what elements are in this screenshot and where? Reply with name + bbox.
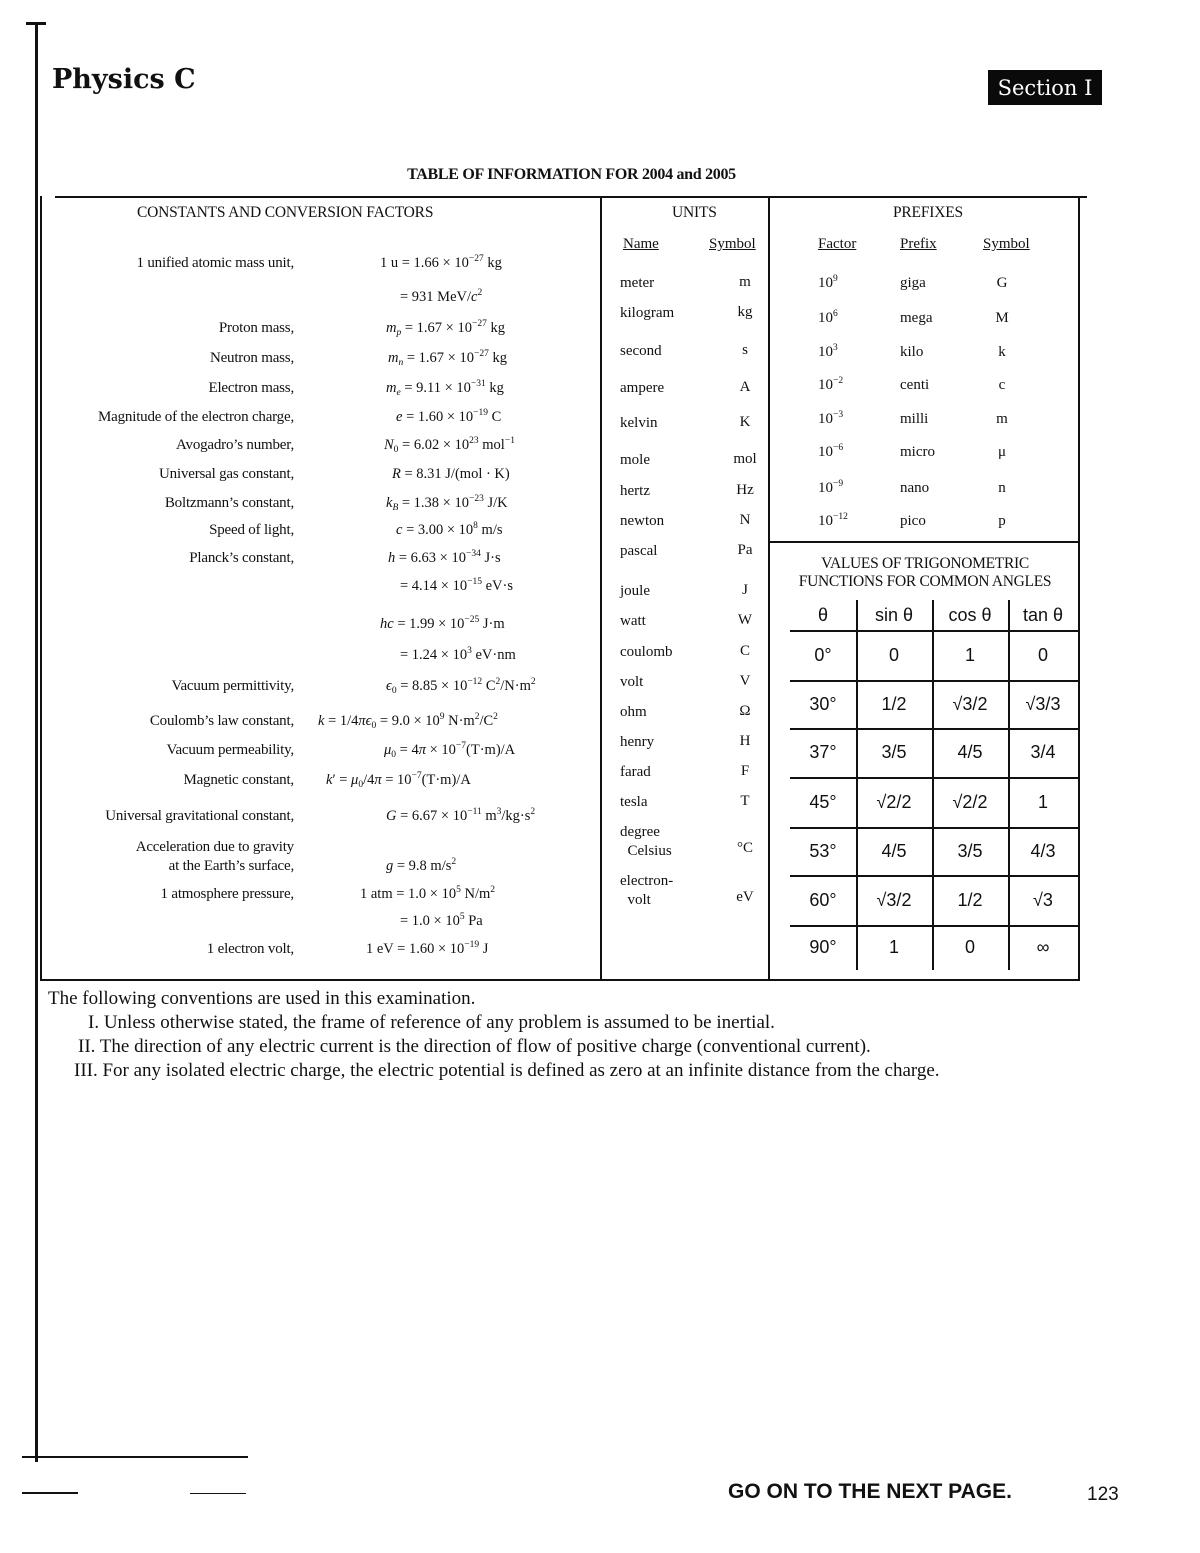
trig-value: √3 bbox=[1033, 889, 1053, 910]
constant-value: $\mu_0 = 4\pi \times 10^{-7}(T\cdot m)/A$ bbox=[384, 741, 516, 760]
unit-name: volt bbox=[620, 674, 644, 690]
unit-name: degree Celsius bbox=[620, 824, 672, 859]
trig-value: 0 bbox=[964, 937, 975, 957]
unit-symbol: s bbox=[742, 342, 748, 358]
constant-value: 1 atm = $1.0 \times 10^5$ $N/m^2$ bbox=[360, 885, 496, 902]
constant-value: $m_n = 1.67 \times 10^{-27}$ kg bbox=[388, 349, 507, 368]
prefix-symbol: G bbox=[996, 275, 1008, 291]
trig-value: 0° bbox=[814, 644, 832, 665]
unit-name: electron- volt bbox=[620, 873, 674, 908]
unit-name: second bbox=[620, 343, 662, 359]
prefix-name: milli bbox=[900, 411, 929, 427]
trig-value: 4/5 bbox=[881, 840, 907, 861]
trig-value: 0 bbox=[888, 644, 899, 665]
prefix-name: nano bbox=[900, 480, 930, 496]
trig-value: 1 bbox=[964, 644, 975, 665]
trig-value: 3/5 bbox=[881, 742, 907, 762]
unit-symbol: °C bbox=[736, 840, 753, 856]
convention-item: III. For any isolated electric charge, the electric potential is defined as zero at an infinite distance from the charge. bbox=[74, 1060, 940, 1081]
conventions-intro: The following conventions are used in this examination. bbox=[48, 988, 476, 1009]
unit-name: ampere bbox=[620, 380, 665, 396]
prefix-factor: $10^{-6}$ bbox=[818, 443, 844, 460]
constant-label: Neutron mass, bbox=[209, 350, 294, 366]
constant-value: $G = 6.67 \times 10^{-11}$ $m^3/kg\cdot s^2$ bbox=[386, 807, 536, 824]
trig-column-header: sin θ bbox=[874, 604, 914, 625]
constant-label: Vacuum permittivity, bbox=[171, 678, 294, 694]
prefix-name: micro bbox=[900, 444, 935, 460]
constant-value: g = 9.8 $m/s^2$ bbox=[386, 857, 457, 874]
unit-symbol: W bbox=[737, 612, 753, 628]
constant-value: $\epsilon_0 = 8.85 \times 10^{-12}$ $C^2/N\cdot m^2$ bbox=[386, 677, 536, 696]
prefix-factor: $10^3$ bbox=[818, 343, 838, 360]
prefix-prefix-header: Prefix bbox=[900, 236, 937, 252]
constant-label: Proton mass, bbox=[218, 320, 294, 336]
go-on-next-page: GO ON TO THE NEXT PAGE. bbox=[728, 1480, 1012, 1503]
constant-value: = $1.0 \times 10^5$ Pa bbox=[400, 912, 483, 929]
prefix-symbol: M bbox=[995, 310, 1009, 326]
constant-value: $c = 3.00 \times 10^8$ m/s bbox=[396, 521, 503, 538]
trig-heading bbox=[772, 555, 1078, 591]
constant-value: 1 eV = $1.60 \times 10^{-19}$ J bbox=[366, 940, 489, 957]
prefixes-heading: PREFIXES bbox=[893, 204, 963, 221]
unit-symbol: C bbox=[739, 643, 750, 659]
units-name-header: Name bbox=[623, 236, 659, 252]
constant-value: $m_p = 1.67 \times 10^{-27}$ kg bbox=[386, 319, 505, 338]
unit-name: pascal bbox=[620, 543, 658, 559]
unit-symbol: J bbox=[742, 582, 748, 598]
constant-value: $h = 6.63 \times 10^{-34}$ J·s bbox=[388, 549, 501, 566]
constant-value: 1 $u = 1.66 \times 10^{-27}$ kg bbox=[380, 254, 502, 271]
scan-mark bbox=[22, 1456, 248, 1458]
trig-value: 1/2 bbox=[957, 889, 983, 910]
trig-heading-line1: VALUES OF TRIGONOMETRIC bbox=[821, 555, 1029, 572]
page-number: 123 bbox=[1087, 1484, 1119, 1505]
prefix-name: pico bbox=[900, 513, 926, 529]
prefix-factor: $10^{-9}$ bbox=[818, 479, 844, 496]
trig-value: 4/3 bbox=[1030, 840, 1056, 861]
table-title: TABLE OF INFORMATION FOR 2004 and 2005 bbox=[407, 166, 736, 183]
unit-name: kelvin bbox=[620, 415, 658, 431]
unit-name: coulomb bbox=[620, 644, 673, 660]
constant-label: Universal gravitational constant, bbox=[105, 808, 294, 824]
unit-symbol: F bbox=[740, 763, 750, 779]
trig-value: √2/2 bbox=[876, 791, 912, 812]
constant-value: $k = 1/4\pi\epsilon_0 = 9.0 \times 10^9$ $N\cdot m^2/C^2$ bbox=[318, 712, 498, 731]
trig-value: 3/4 bbox=[1030, 742, 1056, 762]
unit-symbol: V bbox=[739, 673, 751, 689]
constants-heading: CONSTANTS AND CONVERSION FACTORS bbox=[137, 204, 434, 221]
prefix-name: giga bbox=[900, 275, 926, 291]
trig-value: 45° bbox=[809, 791, 837, 812]
constant-value: hc = $1.99 \times 10^{-25}$ J·m bbox=[380, 615, 505, 632]
prefix-trig-divider bbox=[770, 541, 1080, 543]
unit-symbol: K bbox=[739, 414, 751, 430]
constant-value: = 931 MeV/$c^2$ bbox=[400, 288, 483, 305]
table-border-right bbox=[1078, 196, 1080, 980]
constant-label: Electron mass, bbox=[208, 380, 294, 396]
constant-label: Boltzmann’s constant, bbox=[164, 495, 294, 511]
unit-symbol: H bbox=[739, 733, 751, 749]
trig-column-header: tan θ bbox=[1022, 604, 1064, 625]
unit-name: hertz bbox=[620, 483, 650, 499]
unit-symbol: Hz bbox=[736, 482, 754, 498]
constant-label: Vacuum permeability, bbox=[166, 742, 294, 758]
trig-value: 60° bbox=[809, 889, 837, 910]
unit-name: meter bbox=[620, 275, 655, 291]
page-title: Physics C bbox=[52, 64, 196, 95]
prefix-factor: $10^6$ bbox=[818, 309, 838, 326]
constant-label: Universal gas constant, bbox=[159, 466, 294, 482]
unit-name: kilogram bbox=[620, 305, 675, 321]
constant-label: Planck’s constant, bbox=[189, 550, 294, 566]
trig-value: 90° bbox=[809, 937, 837, 957]
constant-label: 1 atmosphere pressure, bbox=[160, 886, 294, 902]
constant-value: $m_e = 9.11 \times 10^{-31}$ kg bbox=[386, 379, 504, 398]
table-border-bottom bbox=[40, 979, 1080, 981]
constant-label: Avogadro’s number, bbox=[176, 437, 294, 453]
constant-label: Speed of light, bbox=[209, 522, 294, 538]
trig-value: 0 bbox=[1037, 644, 1048, 665]
unit-name: newton bbox=[620, 513, 665, 529]
trig-value: √3/2 bbox=[952, 693, 988, 714]
unit-symbol: Ω bbox=[739, 703, 751, 719]
unit-name: joule bbox=[620, 583, 650, 599]
trig-value: 4/5 bbox=[957, 742, 983, 762]
constant-label: 1 electron volt, bbox=[206, 941, 294, 957]
convention-item: I. Unless otherwise stated, the frame of reference of any problem is assumed to be inertial. bbox=[88, 1012, 775, 1033]
trig-heading-line2: FUNCTIONS FOR COMMON ANGLES bbox=[798, 573, 1052, 590]
margin-rule-top bbox=[26, 22, 46, 25]
unit-name: mole bbox=[620, 452, 650, 468]
prefix-factor: $10^{-2}$ bbox=[818, 376, 844, 393]
unit-name: tesla bbox=[620, 794, 648, 810]
trig-value: √3/2 bbox=[876, 889, 912, 910]
trig-value: 1 bbox=[888, 937, 899, 957]
prefix-symbol: p bbox=[998, 513, 1006, 529]
section-badge: Section I bbox=[988, 70, 1102, 105]
table-divider-units bbox=[600, 196, 602, 980]
units-heading: UNITS bbox=[672, 204, 717, 221]
prefix-symbol: m bbox=[996, 411, 1008, 427]
table-border-left bbox=[40, 196, 42, 980]
trig-value: ∞ bbox=[1036, 937, 1050, 957]
prefix-symbol-header: Symbol bbox=[983, 236, 1030, 252]
trig-column-header: cos θ bbox=[948, 604, 992, 625]
unit-symbol: T bbox=[740, 793, 750, 809]
trig-value: 1/2 bbox=[881, 693, 907, 714]
unit-symbol: kg bbox=[737, 304, 753, 320]
trig-value: 37° bbox=[809, 742, 837, 762]
prefix-factor: $10^9$ bbox=[818, 274, 838, 291]
trig-value: √2/2 bbox=[952, 791, 988, 812]
prefix-symbol: n bbox=[998, 480, 1006, 496]
constant-value: = $1.24 \times 10^3$ eV·nm bbox=[400, 646, 516, 663]
trig-value: √3/3 bbox=[1025, 693, 1061, 714]
unit-symbol: mol bbox=[733, 451, 757, 467]
prefix-symbol: c bbox=[998, 377, 1006, 393]
prefix-factor-header: Factor bbox=[818, 236, 857, 252]
prefix-name: mega bbox=[900, 310, 933, 326]
unit-symbol: m bbox=[739, 274, 751, 290]
unit-symbol: N bbox=[739, 512, 751, 528]
trig-value: 3/5 bbox=[957, 840, 983, 861]
trig-column-header: θ bbox=[817, 604, 828, 625]
constant-label: Magnitude of the electron charge, bbox=[98, 409, 294, 425]
unit-symbol: eV bbox=[736, 889, 754, 905]
unit-name: farad bbox=[620, 764, 651, 780]
constant-value: $k' = \mu_0/4\pi = 10^{-7}(T\cdot m)/A$ bbox=[326, 771, 471, 790]
constant-label: Acceleration due to gravity at the Earth’s surface, bbox=[135, 839, 294, 874]
constant-value: R = 8.31 J/(mol · K) bbox=[392, 466, 510, 482]
constant-value: $k_B = 1.38 \times 10^{-23}$ J/K bbox=[386, 494, 508, 513]
constant-label: 1 unified atomic mass unit, bbox=[136, 255, 294, 271]
constant-label: Magnetic constant, bbox=[183, 772, 294, 788]
prefix-factor: $10^{-3}$ bbox=[818, 410, 844, 427]
scan-mark bbox=[190, 1493, 246, 1494]
unit-name: ohm bbox=[620, 704, 647, 720]
trig-value: 1 bbox=[1037, 791, 1048, 812]
units-symbol-header: Symbol bbox=[709, 236, 756, 252]
unit-symbol: A bbox=[739, 379, 751, 395]
unit-name: henry bbox=[620, 734, 655, 750]
constant-value: $e = 1.60 \times 10^{-19}$ C bbox=[396, 408, 502, 425]
scan-mark bbox=[22, 1492, 78, 1494]
trig-value: 30° bbox=[809, 693, 837, 714]
unit-name: watt bbox=[620, 613, 646, 629]
convention-item: II. The direction of any electric current is the direction of flow of positive charge (conventional current). bbox=[78, 1036, 871, 1057]
trig-value: 53° bbox=[809, 840, 837, 861]
constant-value: = $4.14 \times 10^{-15}$ eV·s bbox=[400, 577, 513, 594]
prefix-name: kilo bbox=[900, 344, 924, 360]
table-border-top bbox=[55, 196, 1087, 198]
margin-rule bbox=[35, 22, 38, 1462]
prefix-factor: $10^{-12}$ bbox=[818, 512, 848, 529]
prefix-symbol: μ bbox=[997, 444, 1007, 460]
constant-label: Coulomb’s law constant, bbox=[149, 713, 294, 729]
constant-value: $N_0 = 6.02 \times 10^{23}$ mol$^{-1}$ bbox=[384, 436, 515, 455]
prefix-name: centi bbox=[900, 377, 930, 393]
prefix-symbol: k bbox=[998, 344, 1006, 360]
unit-symbol: Pa bbox=[737, 542, 753, 558]
